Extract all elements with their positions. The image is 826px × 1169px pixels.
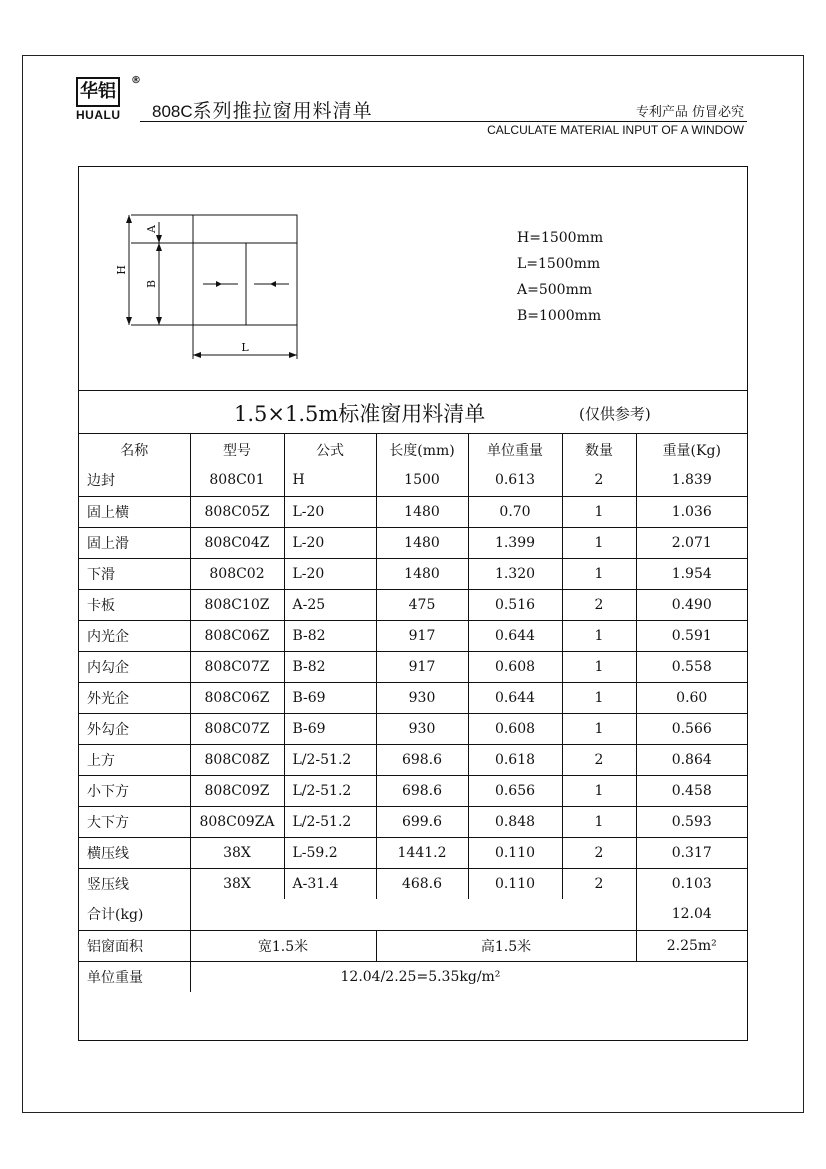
item-quantity: 2: [562, 837, 636, 868]
item-name: 小下方: [79, 775, 190, 806]
item-length: 930: [376, 682, 468, 713]
table-note: (仅供参考): [579, 405, 651, 423]
item-model: 808C07Z: [190, 651, 284, 682]
item-model: 808C01: [190, 465, 284, 496]
item-weight: 1.954: [636, 558, 747, 589]
column-header: 单位重量: [468, 434, 562, 465]
item-length: 917: [376, 620, 468, 651]
total-row: [79, 899, 747, 930]
item-formula: B-82: [284, 651, 376, 682]
item-model: 808C09Z: [190, 775, 284, 806]
item-quantity: 2: [562, 868, 636, 899]
item-model: 808C02: [190, 558, 284, 589]
item-weight: 2.071: [636, 527, 747, 558]
item-quantity: 1: [562, 713, 636, 744]
dimension-h: H=1500mm: [517, 230, 604, 246]
column-header: 型号: [190, 434, 284, 465]
item-weight: 1.839: [636, 465, 747, 496]
item-weight: 0.458: [636, 775, 747, 806]
item-name: 竖压线: [79, 868, 190, 899]
item-name: 大下方: [79, 806, 190, 837]
item-length: 1441.2: [376, 837, 468, 868]
item-length: 475: [376, 589, 468, 620]
window-drawing: [79, 167, 747, 390]
table-header-row: [79, 434, 747, 465]
item-model: 808C04Z: [190, 527, 284, 558]
table-row: [79, 589, 747, 620]
item-model: 808C08Z: [190, 744, 284, 775]
item-unit-weight: 0.644: [468, 620, 562, 651]
item-model: 38X: [190, 868, 284, 899]
total-value: 12.04: [636, 899, 747, 930]
item-formula: A-31.4: [284, 868, 376, 899]
item-unit-weight: 0.516: [468, 589, 562, 620]
item-model: 808C06Z: [190, 620, 284, 651]
item-length: 1500: [376, 465, 468, 496]
item-formula: B-82: [284, 620, 376, 651]
subtitle-en: CALCULATE MATERIAL INPUT OF A WINDOW: [487, 123, 744, 137]
item-name: 卡板: [79, 589, 190, 620]
item-unit-weight: 0.110: [468, 868, 562, 899]
table-row: [79, 496, 747, 527]
item-formula: L/2-51.2: [284, 775, 376, 806]
unit-weight-formula: 12.04/2.25=5.35kg/m²: [190, 961, 747, 992]
item-length: 930: [376, 713, 468, 744]
item-unit-weight: 0.618: [468, 744, 562, 775]
column-header: 名称: [79, 434, 190, 465]
l-label: L: [241, 341, 249, 354]
item-model: 808C06Z: [190, 682, 284, 713]
item-length: 699.6: [376, 806, 468, 837]
area-height: 高1.5米: [376, 930, 636, 961]
table-row: [79, 744, 747, 775]
item-name: 外勾企: [79, 713, 190, 744]
item-name: 边封: [79, 465, 190, 496]
item-quantity: 1: [562, 496, 636, 527]
dimension-a: A=500mm: [517, 282, 593, 298]
window-outline: [193, 215, 297, 325]
column-header: 数量: [562, 434, 636, 465]
item-unit-weight: 0.70: [468, 496, 562, 527]
item-length: 1480: [376, 558, 468, 589]
item-name: 内光企: [79, 620, 190, 651]
dimension-b: B=1000mm: [517, 308, 602, 324]
dimension-list: [517, 225, 603, 329]
hualu-logo: [76, 75, 141, 122]
item-weight: 0.60: [636, 682, 747, 713]
title-code: 808C: [152, 102, 193, 121]
item-formula: B-69: [284, 682, 376, 713]
unit-weight-label: 单位重量: [79, 961, 190, 992]
item-quantity: 2: [562, 589, 636, 620]
unit-weight-row: [79, 961, 747, 992]
header-rule: [140, 121, 747, 122]
item-length: 1480: [376, 496, 468, 527]
item-unit-weight: 0.110: [468, 837, 562, 868]
item-formula: L-20: [284, 527, 376, 558]
table-row: [79, 837, 747, 868]
item-length: 698.6: [376, 744, 468, 775]
item-name: 外光企: [79, 682, 190, 713]
item-quantity: 1: [562, 682, 636, 713]
column-header: 长度(mm): [376, 434, 468, 465]
table-row: [79, 620, 747, 651]
item-unit-weight: 0.644: [468, 682, 562, 713]
item-length: 917: [376, 651, 468, 682]
item-length: 698.6: [376, 775, 468, 806]
item-formula: L/2-51.2: [284, 744, 376, 775]
table-row: [79, 558, 747, 589]
item-model: 808C10Z: [190, 589, 284, 620]
b-label: B: [145, 279, 158, 289]
item-weight: 0.103: [636, 868, 747, 899]
item-formula: L-20: [284, 496, 376, 527]
item-unit-weight: 0.608: [468, 651, 562, 682]
item-quantity: 1: [562, 775, 636, 806]
document-title: [152, 96, 373, 123]
item-unit-weight: 1.399: [468, 527, 562, 558]
item-name: 固上横: [79, 496, 190, 527]
item-unit-weight: 0.613: [468, 465, 562, 496]
item-name: 上方: [79, 744, 190, 775]
logo-text: HUALU: [76, 108, 121, 122]
item-quantity: 1: [562, 527, 636, 558]
item-formula: A-25: [284, 589, 376, 620]
item-unit-weight: 0.848: [468, 806, 562, 837]
item-quantity: 1: [562, 558, 636, 589]
item-weight: 0.558: [636, 651, 747, 682]
item-weight: 0.593: [636, 806, 747, 837]
item-quantity: 1: [562, 620, 636, 651]
item-weight: 0.317: [636, 837, 747, 868]
table-title: 1.5×1.5m标准窗用料清单: [234, 402, 486, 426]
item-weight: 0.490: [636, 589, 747, 620]
area-width: 宽1.5米: [190, 930, 376, 961]
table-row: [79, 806, 747, 837]
item-weight: 1.036: [636, 496, 747, 527]
item-model: 808C05Z: [190, 496, 284, 527]
item-model: 808C07Z: [190, 713, 284, 744]
item-name: 下滑: [79, 558, 190, 589]
item-length: 1480: [376, 527, 468, 558]
item-formula: L-20: [284, 558, 376, 589]
item-quantity: 2: [562, 465, 636, 496]
area-value: 2.25m²: [636, 930, 747, 961]
column-header: 公式: [284, 434, 376, 465]
table-row: [79, 465, 747, 496]
item-formula: H: [284, 465, 376, 496]
table-row: [79, 651, 747, 682]
registered-mark: ®: [131, 75, 141, 86]
item-length: 468.6: [376, 868, 468, 899]
a-label: A: [145, 225, 158, 233]
dimension-l: L=1500mm: [517, 256, 601, 272]
table-row: [79, 775, 747, 806]
material-table: [79, 434, 747, 992]
area-label: 铝窗面积: [79, 930, 190, 961]
title-text: 系列推拉窗用料清单: [192, 100, 373, 122]
window-diagram: [79, 167, 747, 391]
item-unit-weight: 1.320: [468, 558, 562, 589]
item-name: 内勾企: [79, 651, 190, 682]
item-weight: 0.864: [636, 744, 747, 775]
item-quantity: 1: [562, 806, 636, 837]
item-model: 808C09ZA: [190, 806, 284, 837]
total-label: 合计(kg): [79, 899, 190, 930]
item-unit-weight: 0.656: [468, 775, 562, 806]
item-quantity: 1: [562, 651, 636, 682]
table-row: [79, 713, 747, 744]
column-header: 重量(Kg): [636, 434, 747, 465]
item-weight: 0.566: [636, 713, 747, 744]
table-row: [79, 868, 747, 899]
h-label: H: [115, 265, 128, 275]
item-formula: L-59.2: [284, 837, 376, 868]
table-row: [79, 527, 747, 558]
table-body: [79, 465, 747, 899]
item-quantity: 2: [562, 744, 636, 775]
item-name: 横压线: [79, 837, 190, 868]
item-weight: 0.591: [636, 620, 747, 651]
item-unit-weight: 0.608: [468, 713, 562, 744]
item-model: 38X: [190, 837, 284, 868]
table-row: [79, 682, 747, 713]
slogan: 专利产品 仿冒必究: [635, 105, 744, 120]
material-sheet: [78, 166, 748, 1041]
item-formula: B-69: [284, 713, 376, 744]
logo-mark: 华铝: [76, 77, 120, 107]
item-name: 固上滑: [79, 527, 190, 558]
table-title-bar: [79, 390, 747, 434]
area-row: [79, 930, 747, 961]
item-formula: L/2-51.2: [284, 806, 376, 837]
